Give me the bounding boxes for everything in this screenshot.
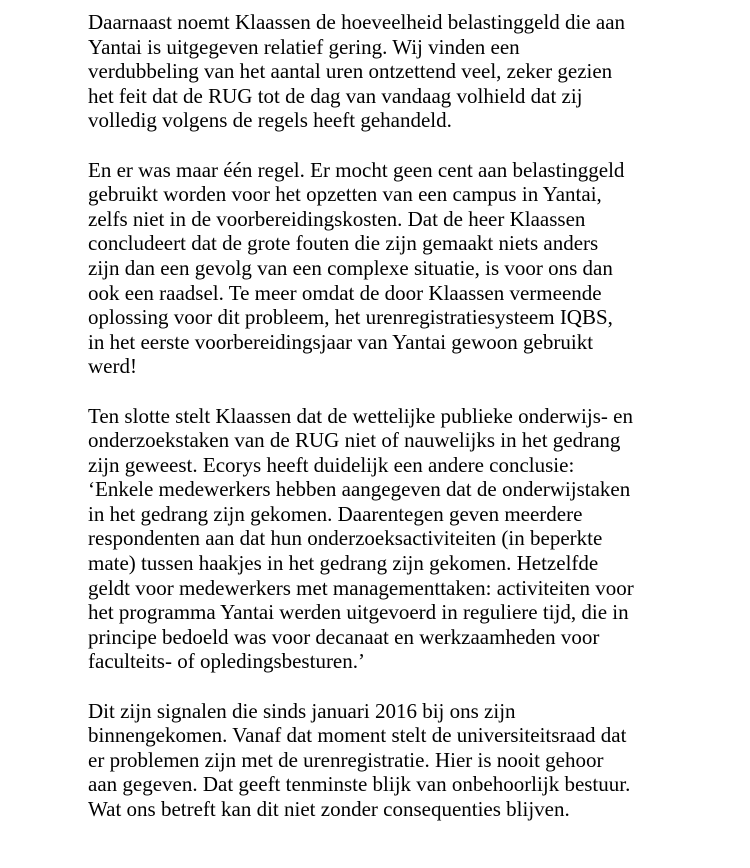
text-line: in het eerste voorbereidingsjaar van Yantai gewoon gebruikt [88, 329, 594, 354]
text-line: zijn dan een gevolg van een complexe situatie, is voor ons dan [88, 255, 613, 280]
text-line: ‘Enkele medewerkers hebben aangegeven dat de onderwijstaken [88, 477, 631, 502]
text-line: binnengekomen. Vanaf dat moment stelt de universiteitsraad dat [88, 723, 627, 748]
text-line: Dit zijn signalen die sinds januari 2016 bij ons zijn [88, 698, 516, 723]
text-line: het feit dat de RUG tot de dag van vandaag volhield dat zij [88, 83, 583, 108]
text-line: principe bedoeld was voor decanaat en werkzaamheden voor [88, 624, 600, 649]
text-line: ook een raadsel. Te meer omdat de door Klaassen vermeende [88, 280, 602, 305]
text-line: aan gegeven. Dat geeft tenminste blijk van onbehoorlijk bestuur. [88, 772, 631, 797]
text-line: oplossing voor dit probleem, het urenregistratiesysteem IQBS, [88, 305, 613, 330]
text-line: Daarnaast noemt Klaassen de hoeveelheid belastinggeld die aan [88, 10, 626, 34]
text-line: volledig volgens de regels heeft gehandeld. [88, 108, 452, 133]
text-line: En er was maar één regel. Er mocht geen cent aan belastinggeld [88, 157, 625, 182]
text-line: zelfs niet in de voorbereidingskosten. Dat de heer Klaassen [88, 206, 586, 231]
text-line: Wat ons betreft kan dit niet zonder consequenties blijven. [88, 797, 570, 821]
text-line: gebruikt worden voor het opzetten van een campus in Yantai, [88, 182, 602, 207]
text-line: onderzoekstaken van de RUG niet of nauwelijks in het gedrang [88, 428, 621, 453]
paragraph-1 [88, 10, 738, 133]
text-line: er problemen zijn met de urenregistratie. Hier is nooit gehoor [88, 747, 604, 772]
document-body [88, 10, 738, 846]
text-line: werd! [88, 354, 137, 379]
text-line: geldt voor medewerkers met managementtaken: activiteiten voor [88, 575, 634, 600]
text-line: het programma Yantai werden uitgevoerd in reguliere tijd, die in [88, 600, 629, 625]
text-line: respondenten aan dat hun onderzoeksactiviteiten (in beperkte [88, 526, 603, 551]
paragraph-4 [88, 699, 738, 822]
paragraph-2 [88, 158, 738, 379]
text-line: concludeert dat de grote fouten die zijn gemaakt niets anders [88, 231, 599, 256]
text-line: mate) tussen haakjes in het gedrang zijn gekomen. Hetzelfde [88, 551, 599, 576]
text-line: in het gedrang zijn gekomen. Daarentegen geven meerdere [88, 501, 583, 526]
text-line: Ten slotte stelt Klaassen dat de wettelijke publieke onderwijs- en [88, 403, 633, 428]
text-line: faculteits- of opledingsbesturen.’ [88, 649, 365, 674]
text-line: zijn geweest. Ecorys heeft duidelijk een andere conclusie: [88, 452, 575, 477]
text-line: verdubbeling van het aantal uren ontzettend veel, zeker gezien [88, 59, 613, 84]
text-line: Yantai is uitgegeven relatief gering. Wij vinden een [88, 34, 520, 59]
paragraph-3 [88, 404, 738, 675]
